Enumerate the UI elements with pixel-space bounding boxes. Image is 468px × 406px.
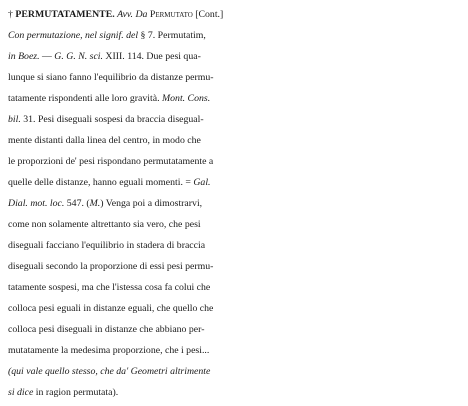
entry-text-line: [0, 25, 468, 46]
entry-text-line: [0, 277, 468, 298]
entry-text-line: [0, 193, 468, 214]
entry-text-line: [0, 46, 468, 67]
text-segment: lunque si siano fanno l'equilibrio da distanze permu-: [8, 72, 214, 83]
entry-text-line: [0, 382, 468, 403]
italic-text: Mont. Cons.: [161, 93, 211, 104]
text-segment: diseguali facciano l'equilibrio in stadera di braccia: [8, 240, 206, 251]
entry-text-line: [0, 172, 468, 193]
entry-text-line: [0, 67, 468, 88]
italic-text: Gal.: [193, 177, 211, 188]
text-segment: 31. Pesi diseguali sospesi da braccia disegual-: [20, 114, 204, 125]
text-segment: colloca pesi eguali in distanze eguali, che quello che: [8, 303, 214, 314]
entry-header-line: [0, 4, 468, 25]
text-segment: XIII. 114. Due pesi qua-: [102, 51, 201, 62]
entry-text-line: [0, 109, 468, 130]
text-segment: colloca pesi diseguali in distanze che abbiano per-: [8, 324, 205, 335]
entry-text-line: [0, 256, 468, 277]
text-segment: mente distanti dalla linea del centro, in modo che: [8, 135, 201, 146]
entry-text-line: [0, 319, 468, 340]
text-segment: tatamente sospesi, ma che l'istessa cosa fa colui che: [8, 282, 211, 293]
italic-text: G. G. N. sci.: [54, 51, 103, 62]
entry-text-line: [0, 151, 468, 172]
cont-tag: [Cont.]: [195, 9, 224, 20]
entry-text-line: [0, 340, 468, 361]
italic-text: M.: [89, 198, 101, 209]
italic-text: Con permutazione, nel signif. del: [8, 30, 139, 41]
italic-text: in Boez.: [8, 51, 40, 62]
entry-text-line: [0, 88, 468, 109]
entry-text-line: [0, 235, 468, 256]
text-segment: § 7. Permutatim,: [138, 30, 206, 41]
dagger-mark: †: [8, 9, 13, 20]
text-segment: quelle delle distanze, hanno eguali momenti. =: [8, 177, 194, 188]
entry-text-line: [0, 298, 468, 319]
text-segment: 547. (: [64, 198, 90, 209]
text-segment: come non solamente altrettanto sia vero, che pesi: [8, 219, 201, 230]
text-segment: ) Venga poi a dimostrarvi,: [100, 198, 203, 209]
entry-text-line: [0, 214, 468, 235]
source-word: Permutato: [149, 9, 193, 20]
text-segment: in ragion permutata).: [33, 387, 119, 398]
text-segment: le proporzioni de' pesi rispondano permutatamente a: [8, 156, 214, 167]
text-segment: tatamente rispondenti alle loro gravità.: [8, 93, 162, 104]
text-segment: —: [39, 51, 55, 62]
entry-text-line: [0, 361, 468, 382]
text-segment: diseguali secondo la proporzione di essi pesi permu-: [8, 261, 214, 272]
entry-text-line: [0, 130, 468, 151]
italic-text: si dice: [8, 387, 34, 398]
italic-text: Dial. mot. loc.: [8, 198, 65, 209]
italic-text: bil.: [8, 114, 21, 125]
part-of-speech: Avv.: [117, 9, 134, 20]
etymology-from: Da: [135, 9, 148, 20]
italic-text: (qui vale quello stesso, che da' Geometri altrimente: [8, 366, 211, 377]
text-segment: mutatamente la medesima proporzione, che i pesi...: [8, 345, 210, 356]
headword: PERMUTATAMENTE.: [15, 9, 115, 20]
